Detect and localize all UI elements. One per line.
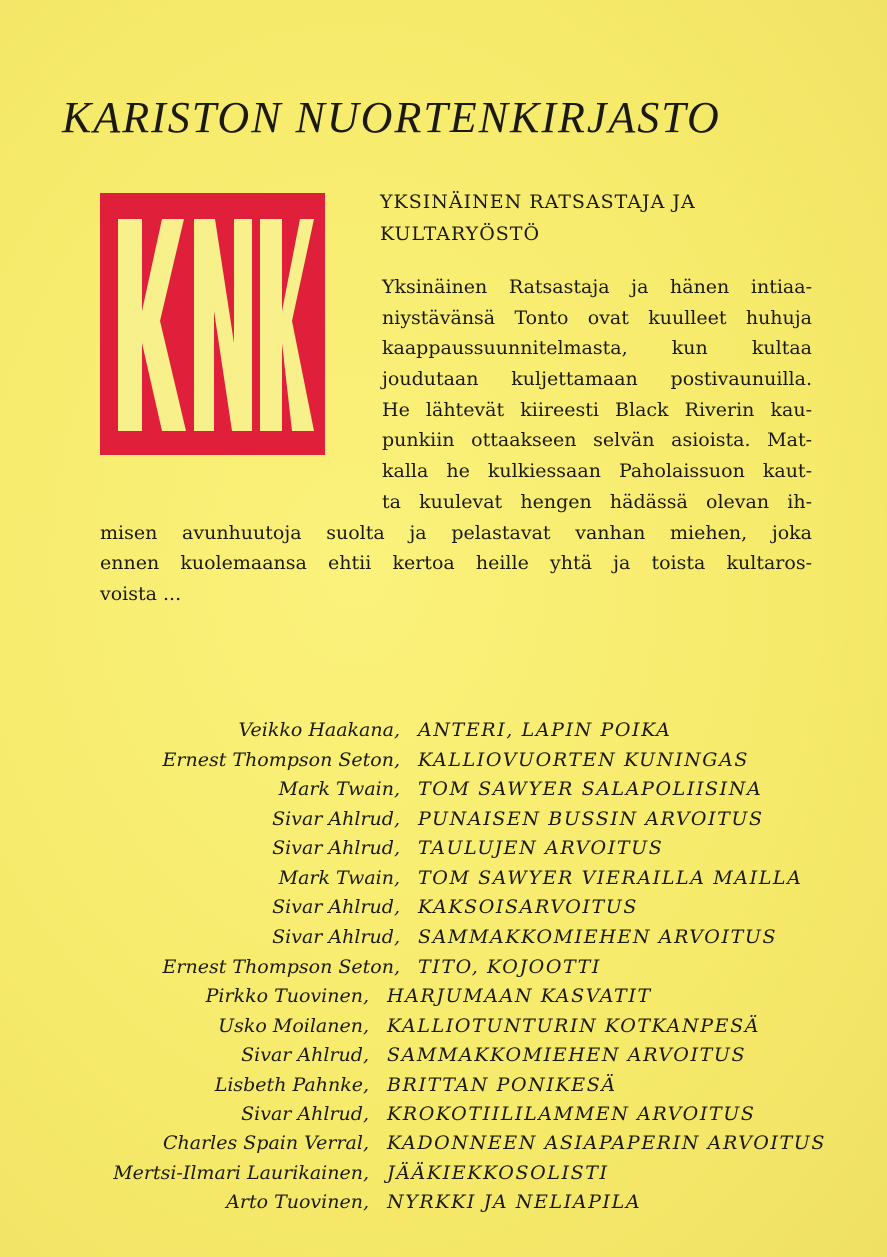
book-title-entry: ANTERI, LAPIN POIKA [418, 719, 672, 741]
description-line: He lähtevät kiireesti Black Riverin kau- [382, 398, 812, 421]
book-title-entry: PUNAISEN BUSSIN ARVOITUS [418, 808, 764, 830]
book-title-entry: TOM SAWYER VIERAILLA MAILLA [418, 867, 803, 889]
book-row [0, 892, 887, 922]
book-author: Ernest Thompson Seton, [162, 956, 400, 978]
book-author: Pirkko Tuovinen, [205, 985, 369, 1007]
book-row [0, 833, 887, 863]
book-title-entry: KAKSOISARVOITUS [418, 896, 638, 918]
book-author: Lisbeth Pahnke, [214, 1074, 369, 1096]
book-row [0, 1011, 887, 1041]
book-title-entry: KADONNEEN ASIAPAPERIN ARVOITUS [387, 1132, 826, 1154]
book-title-line: YKSINÄINEN RATSASTAJA JA [380, 191, 696, 213]
book-row [0, 1070, 887, 1100]
book-row [0, 981, 887, 1011]
book-title-entry: TAULUJEN ARVOITUS [418, 837, 664, 859]
description-line: kalla he kulkiessaan Paholaissuon kaut- [382, 460, 812, 483]
book-title [380, 186, 740, 250]
book-author: Veikko Haakana, [238, 719, 400, 741]
book-author: Ernest Thompson Seton, [162, 749, 400, 771]
description-line: punkiin ottaakseen selvän asioista. Mat- [382, 429, 812, 452]
book-author: Mertsi-Ilmari Laurikainen, [113, 1162, 369, 1184]
book-title-entry: TOM SAWYER SALAPOLIISINA [418, 778, 763, 800]
book-title-line: KULTARYÖSTÖ [380, 223, 541, 245]
book-row [0, 774, 887, 804]
book-title-entry: SAMMAKKOMIEHEN ARVOITUS [418, 926, 778, 948]
book-title-entry: SAMMAKKOMIEHEN ARVOITUS [387, 1044, 747, 1066]
book-title-entry: KROKOTIILILAMMEN ARVOITUS [387, 1103, 756, 1125]
description-line: misen avunhuutoja suolta ja pelastavat vanhan miehen, joka [100, 521, 812, 544]
book-row [0, 1099, 887, 1129]
book-title-entry: NYRKKI JA NELIAPILA [387, 1191, 642, 1213]
description-line: joudutaan kuljettamaan postivaunuilla. [382, 368, 812, 391]
book-row [0, 1158, 887, 1188]
book-author: Mark Twain, [278, 867, 400, 889]
book-row [0, 922, 887, 952]
book-title-entry: TITO, KOJOOTTI [418, 956, 602, 978]
book-title-entry: BRITTAN PONIKESÄ [387, 1074, 617, 1096]
description-line: kaappaussuunnitelmasta, kun kultaa [382, 337, 812, 360]
book-row [0, 715, 887, 745]
book-row [0, 952, 887, 982]
book-author: Usko Moilanen, [218, 1015, 369, 1037]
book-author: Mark Twain, [278, 778, 400, 800]
book-title-entry: KALLIOTUNTURIN KOTKANPESÄ [387, 1015, 761, 1037]
book-title-entry: KALLIOVUORTEN KUNINGAS [418, 749, 750, 771]
description-line: voista ... [100, 582, 182, 605]
book-row [0, 1128, 887, 1158]
book-author: Sivar Ahlrud, [241, 1103, 369, 1125]
book-author: Sivar Ahlrud, [272, 926, 400, 948]
book-row [0, 1187, 887, 1217]
book-row [0, 804, 887, 834]
description-line: ta kuulevat hengen hädässä olevan ih- [382, 490, 812, 513]
description-line: ennen kuolemaansa ehtii kertoa heille yhtä ja toista kultaros- [100, 552, 812, 575]
book-title-entry: HARJUMAAN KASVATIT [387, 985, 652, 1007]
book-author: Charles Spain Verral, [163, 1132, 369, 1154]
book-title-entry: JÄÄKIEKKOSOLISTI [387, 1162, 609, 1184]
book-row [0, 745, 887, 775]
book-author: Sivar Ahlrud, [241, 1044, 369, 1066]
book-author: Sivar Ahlrud, [272, 808, 400, 830]
book-row [0, 1040, 887, 1070]
description-line: niystävänsä Tonto ovat kuulleet huhuja [382, 306, 812, 329]
book-author: Sivar Ahlrud, [272, 896, 400, 918]
book-author: Arto Tuovinen, [226, 1191, 369, 1213]
book-row [0, 863, 887, 893]
series-title: KARISTON NUORTENKIRJASTO [62, 93, 721, 142]
description-line: Yksinäinen Ratsastaja ja hänen intiaa- [382, 276, 812, 298]
description [100, 272, 812, 610]
book-author: Sivar Ahlrud, [272, 837, 400, 859]
